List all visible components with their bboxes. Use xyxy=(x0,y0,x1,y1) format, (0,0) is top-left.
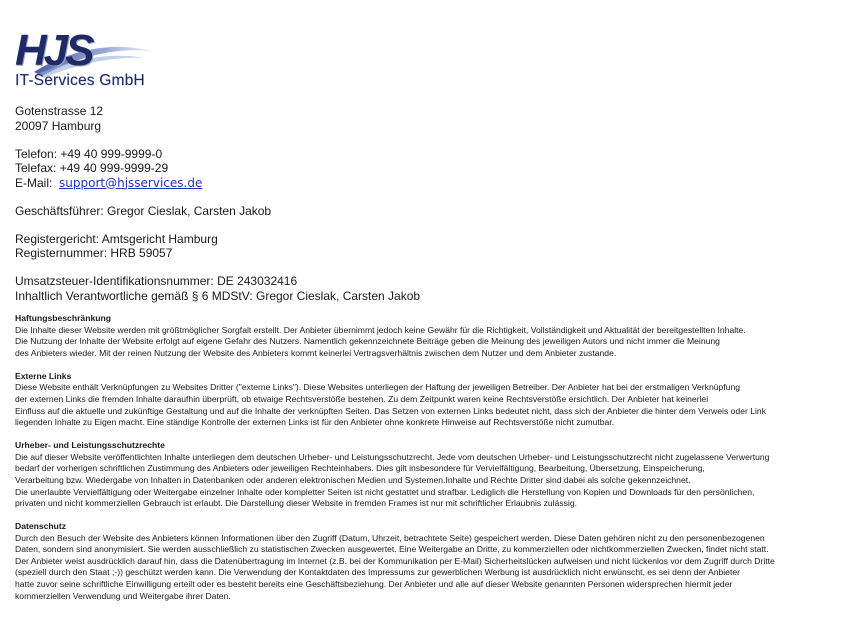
contact-info xyxy=(15,104,835,317)
section-title-liability: Haftungsbeschränkung xyxy=(15,313,111,323)
tax-block xyxy=(15,274,835,303)
street: Gotenstrasse 12 xyxy=(15,104,104,118)
section-title-privacy: Datenschutz xyxy=(15,521,67,532)
vat-id: Umsatzsteuer-Identifikationsnummer: DE 243032416 xyxy=(15,274,298,288)
email-label: E-Mail: xyxy=(15,175,53,190)
register-block xyxy=(15,232,835,261)
section-title-external-links: Externe Links xyxy=(15,370,72,381)
section-title-copyright: Urheber- und Leistungsschutzrechte xyxy=(15,440,165,451)
logo-brand: HJS xyxy=(15,26,92,75)
managers: Geschäftsführer: Gregor Cieslak, Carsten Jakob xyxy=(15,203,272,218)
email-row xyxy=(15,176,835,191)
register-number: Registernummer: HRB 59057 xyxy=(15,246,173,260)
phone: Telefon: +49 40 999-9999-0 xyxy=(15,146,163,161)
section-text-privacy: Durch den Besuch der Website des Anbieters können Informationen über den Zugriff (Datum, Uhrzeit, betrachtete Seite) gespeichert werden. Diese Daten gehören nicht zu den personenbezogenen Daten, sondern sind anonymisiert. Sie werden ausschließlich zu statistischen Zwecken ausgewertet. Eine Weitergabe an Dritte, zu kommerziellen oder nichtkommerziellen Zwecken, findet nicht statt. Der Anbieter weist ausdrücklich darauf hin, dass die Datenübertragung im Internet (z.B. bei der Kommunikation per E-Mail) Sicherheitslücken aufweisen und nicht lückenlos vor dem Zugriff durch Dritte (speziell durch den Staat ;-)) geschützt werden kann. Die Verwendung der Kontaktdaten des Impressums zur gewerblichen Werbung ist ausdrücklich nicht erwünscht, es sei denn der Anbieter hatte zuvor seine schriftliche Einwilligung erteilt oder es besteht bereits eine Geschäftsbeziehung. Der Anbieter und alle auf dieser Website genannten Personen widersprechen hiermit jeder kommerziellen Verwendung und Weitergabe ihrer Daten. xyxy=(15,532,775,601)
responsible-person: Inhaltlich Verantwortliche gemäß § 6 MDStV: Gregor Cieslak, Carsten Jakob xyxy=(15,288,421,303)
logo-tagline: IT-Services GmbH xyxy=(15,72,145,89)
section-text-external-links: Diese Website enthält Verknüpfungen zu Websites Dritter ("externe Links"). Diese Websites unterliegen der Haftung der jeweiligen Betreiber. Der Anbieter hat bei der erstmaligen Verknüpfung der externen Links die fremden Inhalte daraufhin überprüft, ob etwaige Rechtsverstöße bestehen. Zu dem Zeitpunkt waren keine Rechtsverstöße ersichtlich. Der Anbieter hat keinerlei Einfluss auf die aktuelle und zukünftige Gestaltung und auf die Inhalte der verknüpften Seiten. Das Setzen von externen Links bedeutet nicht, dass sich der Anbieter die hinter dem Verweis oder Link liegenden Inhalte zu Eigen macht. Eine ständige Kontrolle der externen Links ist für den Anbieter ohne konkrete Hinweise auf Rechtsverstöße nicht zumutbar. xyxy=(15,382,766,428)
fax: Telefax: +49 40 999-9999-29 xyxy=(15,161,169,175)
register-court: Registergericht: Amtsgericht Hamburg xyxy=(15,231,218,246)
company-logo xyxy=(14,28,164,92)
legal-notice xyxy=(15,313,855,614)
phone-block xyxy=(15,147,835,191)
address-block xyxy=(15,104,835,133)
city: 20097 Hamburg xyxy=(15,118,102,133)
section-text-copyright: Die auf dieser Website veröffentlichten Inhalte unterliegen dem deutschen Urheber- und Leistungsschutzrecht. Jede vom deutschen Urheber- und Leistungsschutzrecht nicht zugelassene Verwertung bedarf der vorherigen schriftlichen Zustimmung des Anbieters oder jeweiligen Rechteinhabers. Dies gilt insbesondere für Vervielfältigung, Bearbeitung, Übersetzung, Einspeicherung, Verarbeitung bzw. Wiedergabe von Inhalten in Datenbanken oder anderen elektronischen Medien und Systemen.Inhalte und Rechte Dritter sind dabei als solche gekennzeichnet. Die unerlaubte Vervielfältigung oder Weitergabe einzelner Inhalte oder kompletter Seiten ist nicht gestattet und strafbar. Lediglich die Herstellung von Kopien und Downloads für den persönlichen, privaten und nicht kommerziellen Gebrauch ist erlaubt. Die Darstellung dieser Website in fremden Frames ist nur mit schriftlicher Erlaubnis zulässig. xyxy=(15,451,770,509)
section-text-liability: Die Inhalte dieser Website werden mit größtmöglicher Sorgfalt erstellt. Der Anbieter übernimmt jedoch keine Gewähr für die Richtigkeit, Vollständigkeit und Aktualität der bereitgestellten Inhalte. Die Nutzung der Inhalte der Website erfolgt auf eigene Gefahr des Nutzers. Namentlich gekennzeichnete Beiträge geben die Meinung des jeweiligen Autors und nicht immer die Meinung des Anbieters wieder. Mit der reinen Nutzung der Website des Anbieters kommt keinerlei Vertragsverhältnis zwischen dem Nutzer und dem Anbieter zustande. xyxy=(15,324,746,358)
email-link[interactable]: support@hjsservices.de xyxy=(59,175,203,190)
